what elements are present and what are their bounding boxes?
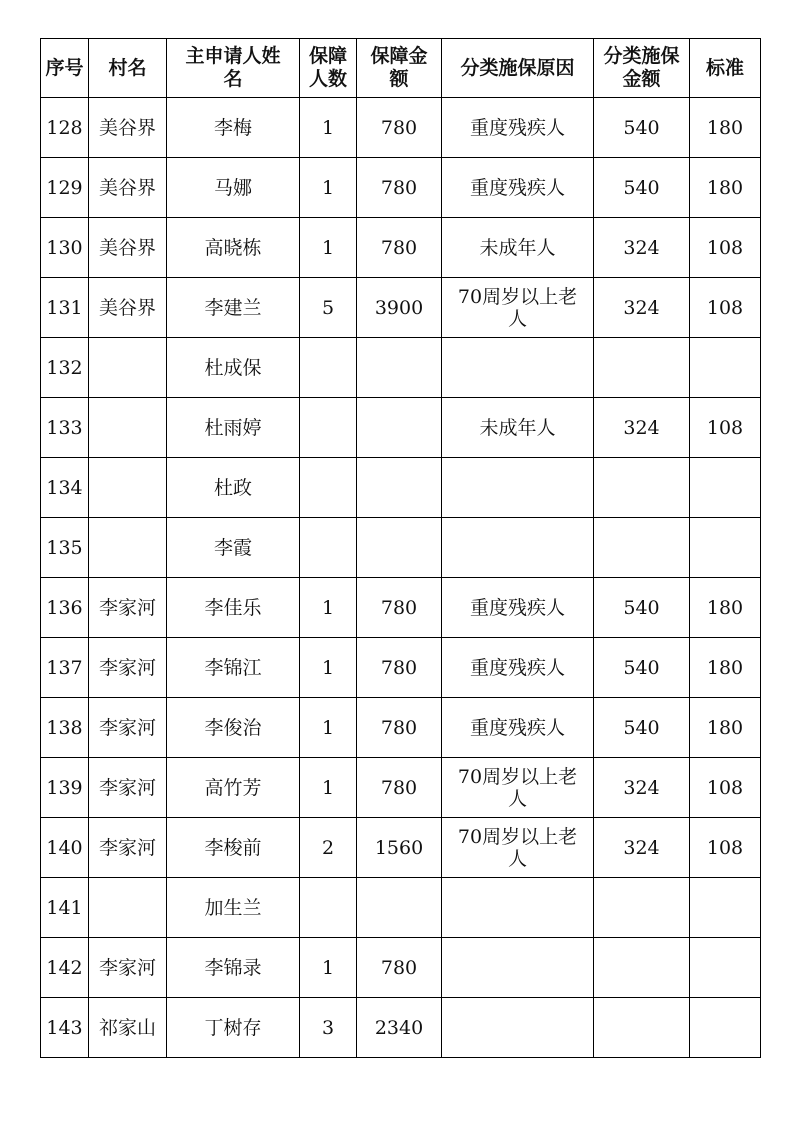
cell-standard <box>690 938 761 998</box>
cell-applicant-name: 高竹芳 <box>167 758 300 818</box>
cell-village: 李家河 <box>89 698 167 758</box>
cell-covered-count: 2 <box>300 818 357 878</box>
header-covered-amount: 保障金额 <box>357 39 442 98</box>
cell-village <box>89 878 167 938</box>
cell-covered-count: 1 <box>300 638 357 698</box>
cell-seq: 135 <box>41 518 89 578</box>
cell-applicant-name: 加生兰 <box>167 878 300 938</box>
header-seq: 序号 <box>41 39 89 98</box>
cell-village: 美谷界 <box>89 158 167 218</box>
cell-applicant-name: 李梭前 <box>167 818 300 878</box>
cell-covered-amount <box>357 878 442 938</box>
cell-village: 祁家山 <box>89 998 167 1058</box>
cell-class-reason: 70周岁以上老人 <box>442 278 594 338</box>
table-row <box>41 578 761 638</box>
cell-class-reason: 未成年人 <box>442 398 594 458</box>
cell-village: 李家河 <box>89 818 167 878</box>
cell-standard: 108 <box>690 818 761 878</box>
cell-covered-amount <box>357 518 442 578</box>
cell-class-amount: 540 <box>594 158 690 218</box>
cell-covered-count <box>300 458 357 518</box>
cell-covered-count <box>300 878 357 938</box>
cell-village: 李家河 <box>89 938 167 998</box>
cell-applicant-name: 李霞 <box>167 518 300 578</box>
cell-covered-count: 1 <box>300 698 357 758</box>
cell-standard <box>690 878 761 938</box>
cell-applicant-name: 李梅 <box>167 98 300 158</box>
cell-applicant-name: 杜政 <box>167 458 300 518</box>
cell-class-reason <box>442 938 594 998</box>
cell-seq: 139 <box>41 758 89 818</box>
cell-covered-count: 1 <box>300 578 357 638</box>
table-row <box>41 278 761 338</box>
cell-standard: 180 <box>690 98 761 158</box>
cell-seq: 130 <box>41 218 89 278</box>
cell-seq: 137 <box>41 638 89 698</box>
table-row <box>41 218 761 278</box>
header-applicant-name: 主申请人姓名 <box>167 39 300 98</box>
cell-class-amount: 540 <box>594 698 690 758</box>
header-row <box>41 39 761 98</box>
cell-standard: 108 <box>690 398 761 458</box>
table-row <box>41 998 761 1058</box>
cell-covered-amount: 780 <box>357 698 442 758</box>
table-row <box>41 638 761 698</box>
table-row <box>41 98 761 158</box>
cell-class-amount: 324 <box>594 398 690 458</box>
cell-class-amount: 540 <box>594 578 690 638</box>
cell-seq: 143 <box>41 998 89 1058</box>
cell-class-reason: 重度残疾人 <box>442 698 594 758</box>
cell-standard: 108 <box>690 278 761 338</box>
cell-class-amount: 324 <box>594 278 690 338</box>
header-standard: 标准 <box>690 39 761 98</box>
cell-standard: 180 <box>690 578 761 638</box>
cell-class-amount <box>594 938 690 998</box>
cell-applicant-name: 杜雨婷 <box>167 398 300 458</box>
cell-class-reason: 重度残疾人 <box>442 98 594 158</box>
cell-applicant-name: 李佳乐 <box>167 578 300 638</box>
cell-standard <box>690 458 761 518</box>
cell-village: 美谷界 <box>89 98 167 158</box>
cell-class-reason <box>442 338 594 398</box>
cell-standard: 180 <box>690 158 761 218</box>
cell-standard: 108 <box>690 218 761 278</box>
cell-standard: 180 <box>690 638 761 698</box>
cell-village: 李家河 <box>89 638 167 698</box>
table-row <box>41 878 761 938</box>
cell-village <box>89 458 167 518</box>
cell-class-reason <box>442 458 594 518</box>
cell-class-amount: 324 <box>594 758 690 818</box>
cell-seq: 133 <box>41 398 89 458</box>
cell-village <box>89 518 167 578</box>
table-row <box>41 398 761 458</box>
table-row <box>41 818 761 878</box>
cell-covered-amount: 780 <box>357 758 442 818</box>
cell-village <box>89 398 167 458</box>
cell-seq: 132 <box>41 338 89 398</box>
cell-class-amount: 324 <box>594 218 690 278</box>
cell-seq: 136 <box>41 578 89 638</box>
cell-covered-amount: 1560 <box>357 818 442 878</box>
cell-seq: 142 <box>41 938 89 998</box>
cell-covered-amount: 780 <box>357 638 442 698</box>
cell-village: 李家河 <box>89 758 167 818</box>
cell-covered-count: 5 <box>300 278 357 338</box>
cell-covered-amount: 780 <box>357 218 442 278</box>
cell-seq: 128 <box>41 98 89 158</box>
cell-class-amount <box>594 518 690 578</box>
cell-standard: 108 <box>690 758 761 818</box>
table-row <box>41 338 761 398</box>
cell-class-reason <box>442 998 594 1058</box>
cell-class-reason: 重度残疾人 <box>442 158 594 218</box>
cell-covered-count <box>300 518 357 578</box>
cell-covered-amount: 780 <box>357 158 442 218</box>
cell-covered-amount: 3900 <box>357 278 442 338</box>
header-class-amount: 分类施保金额 <box>594 39 690 98</box>
cell-covered-count: 1 <box>300 158 357 218</box>
cell-applicant-name: 杜成保 <box>167 338 300 398</box>
cell-applicant-name: 高晓栋 <box>167 218 300 278</box>
header-covered-count: 保障人数 <box>300 39 357 98</box>
header-village: 村名 <box>89 39 167 98</box>
cell-class-amount: 540 <box>594 98 690 158</box>
assistance-table <box>40 38 761 1058</box>
cell-class-reason: 重度残疾人 <box>442 638 594 698</box>
table-row <box>41 518 761 578</box>
cell-applicant-name: 李锦江 <box>167 638 300 698</box>
cell-standard <box>690 338 761 398</box>
cell-covered-count: 1 <box>300 758 357 818</box>
cell-covered-count: 1 <box>300 938 357 998</box>
cell-applicant-name: 李俊治 <box>167 698 300 758</box>
cell-class-amount <box>594 458 690 518</box>
cell-village: 美谷界 <box>89 218 167 278</box>
header-class-reason: 分类施保原因 <box>442 39 594 98</box>
cell-class-amount <box>594 338 690 398</box>
cell-class-reason <box>442 878 594 938</box>
cell-covered-amount: 2340 <box>357 998 442 1058</box>
cell-covered-count <box>300 338 357 398</box>
cell-covered-count: 1 <box>300 98 357 158</box>
cell-applicant-name: 李锦录 <box>167 938 300 998</box>
cell-applicant-name: 马娜 <box>167 158 300 218</box>
cell-village: 美谷界 <box>89 278 167 338</box>
cell-covered-count: 3 <box>300 998 357 1058</box>
cell-applicant-name: 丁树存 <box>167 998 300 1058</box>
cell-class-reason: 重度残疾人 <box>442 578 594 638</box>
table-row <box>41 458 761 518</box>
cell-covered-count: 1 <box>300 218 357 278</box>
cell-covered-amount <box>357 458 442 518</box>
cell-covered-amount <box>357 338 442 398</box>
cell-standard <box>690 998 761 1058</box>
cell-seq: 140 <box>41 818 89 878</box>
table-row <box>41 758 761 818</box>
cell-standard <box>690 518 761 578</box>
cell-village <box>89 338 167 398</box>
cell-standard: 180 <box>690 698 761 758</box>
cell-covered-count <box>300 398 357 458</box>
cell-class-amount <box>594 878 690 938</box>
cell-class-amount <box>594 998 690 1058</box>
table-row <box>41 158 761 218</box>
cell-covered-amount: 780 <box>357 938 442 998</box>
cell-class-reason: 未成年人 <box>442 218 594 278</box>
cell-covered-amount: 780 <box>357 578 442 638</box>
cell-applicant-name: 李建兰 <box>167 278 300 338</box>
cell-covered-amount <box>357 398 442 458</box>
table-row <box>41 938 761 998</box>
cell-seq: 129 <box>41 158 89 218</box>
cell-covered-amount: 780 <box>357 98 442 158</box>
table-row <box>41 698 761 758</box>
cell-class-amount: 540 <box>594 638 690 698</box>
cell-class-reason: 70周岁以上老人 <box>442 818 594 878</box>
cell-class-reason: 70周岁以上老人 <box>442 758 594 818</box>
cell-seq: 138 <box>41 698 89 758</box>
cell-seq: 134 <box>41 458 89 518</box>
cell-village: 李家河 <box>89 578 167 638</box>
cell-class-reason <box>442 518 594 578</box>
cell-seq: 141 <box>41 878 89 938</box>
cell-class-amount: 324 <box>594 818 690 878</box>
cell-seq: 131 <box>41 278 89 338</box>
